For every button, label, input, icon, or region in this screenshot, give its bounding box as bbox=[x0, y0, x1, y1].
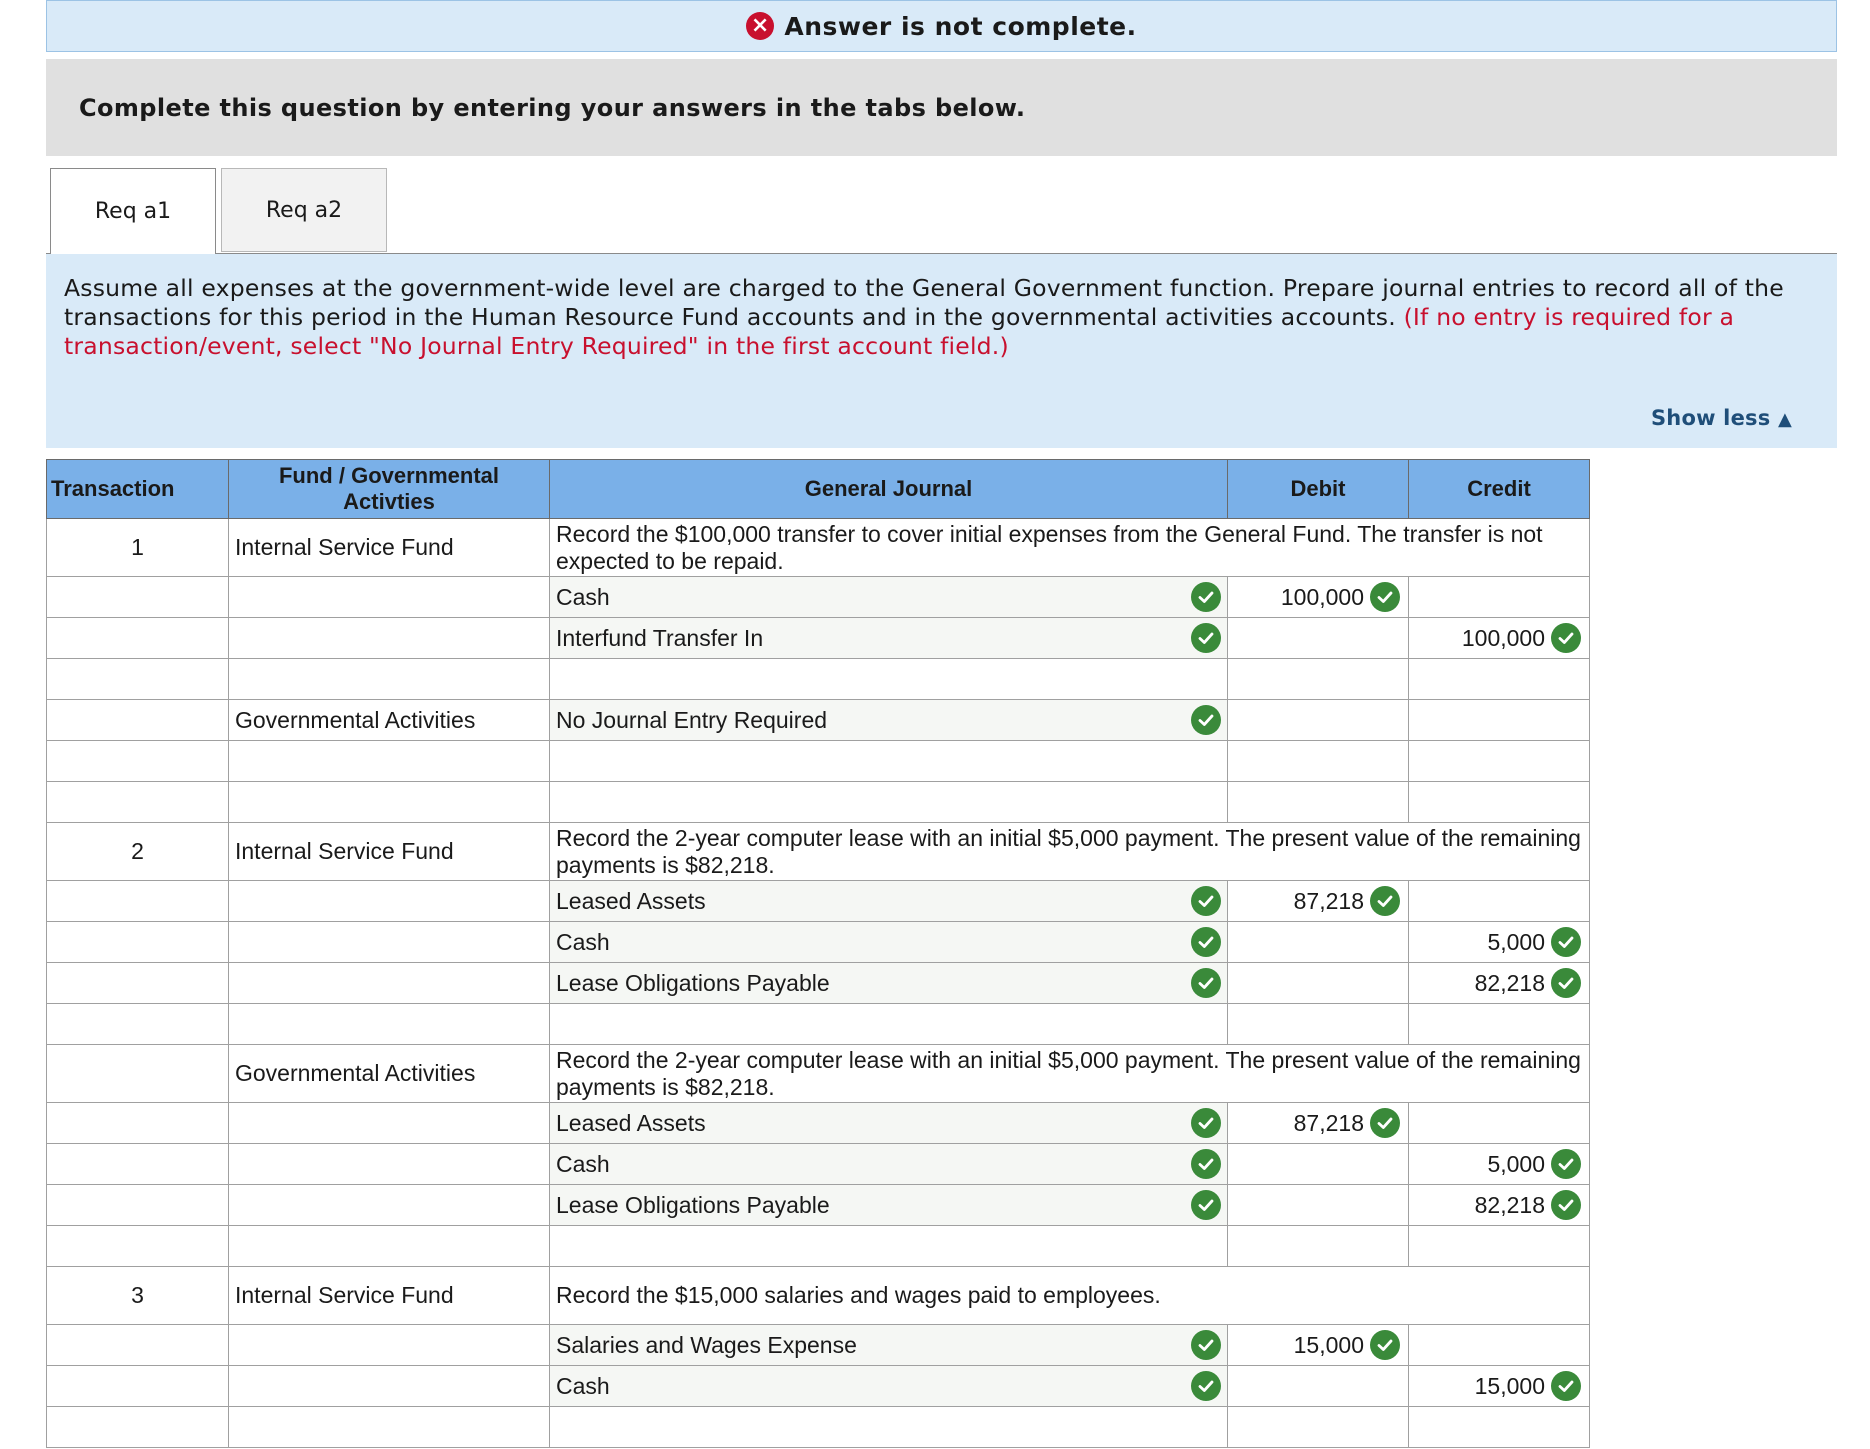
account-select[interactable] bbox=[550, 1004, 1228, 1045]
table-row bbox=[47, 922, 1590, 963]
check-circle-icon bbox=[1551, 968, 1581, 998]
check-circle-icon bbox=[1191, 705, 1221, 735]
debit-input[interactable] bbox=[1228, 577, 1409, 618]
account-select[interactable] bbox=[550, 922, 1228, 963]
debit-input[interactable] bbox=[1228, 881, 1409, 922]
transaction-description: Record the 2-year computer lease with an initial $5,000 payment. The present value of the remaining payments is $82,218. bbox=[550, 1045, 1590, 1103]
credit-input[interactable] bbox=[1409, 659, 1590, 700]
table-row bbox=[47, 618, 1590, 659]
check-circle-icon bbox=[1191, 1108, 1221, 1138]
col-header-debit: Debit bbox=[1228, 460, 1409, 519]
debit-amount: 100,000 bbox=[1280, 583, 1364, 610]
check-circle-icon bbox=[1551, 1371, 1581, 1401]
table-header-row bbox=[47, 460, 1590, 519]
fund-cell bbox=[229, 1103, 550, 1144]
fund-cell: Governmental Activities bbox=[229, 1045, 550, 1103]
check-circle-icon bbox=[1551, 1149, 1581, 1179]
debit-input[interactable] bbox=[1228, 1144, 1409, 1185]
col-header-general-journal: General Journal bbox=[550, 460, 1228, 519]
credit-input[interactable] bbox=[1409, 1226, 1590, 1267]
table-row bbox=[47, 577, 1590, 618]
transaction-cell: 3 bbox=[47, 1267, 229, 1325]
table-row bbox=[47, 1004, 1590, 1045]
credit-input[interactable] bbox=[1409, 741, 1590, 782]
transaction-cell bbox=[47, 1366, 229, 1407]
col-header-credit: Credit bbox=[1409, 460, 1590, 519]
check-circle-icon bbox=[1551, 927, 1581, 957]
debit-input[interactable] bbox=[1228, 659, 1409, 700]
fund-cell bbox=[229, 577, 550, 618]
debit-input[interactable] bbox=[1228, 1185, 1409, 1226]
credit-input[interactable] bbox=[1409, 1144, 1590, 1185]
check-circle-icon bbox=[1191, 1330, 1221, 1360]
credit-amount: 15,000 bbox=[1474, 1372, 1545, 1399]
transaction-cell: 1 bbox=[47, 519, 229, 577]
debit-input[interactable] bbox=[1228, 782, 1409, 823]
debit-input[interactable] bbox=[1228, 618, 1409, 659]
transaction-cell bbox=[47, 659, 229, 700]
account-name: Cash bbox=[556, 583, 610, 610]
transaction-cell bbox=[47, 1103, 229, 1144]
account-select[interactable] bbox=[550, 577, 1228, 618]
account-name: Lease Obligations Payable bbox=[556, 969, 830, 996]
account-name: Cash bbox=[556, 1150, 610, 1177]
transaction-cell bbox=[47, 881, 229, 922]
credit-input[interactable] bbox=[1409, 577, 1590, 618]
fund-cell: Internal Service Fund bbox=[229, 519, 550, 577]
debit-input[interactable] bbox=[1228, 1004, 1409, 1045]
fund-cell bbox=[229, 1226, 550, 1267]
col-header-transaction: Transaction bbox=[47, 460, 229, 519]
x-circle-icon: × bbox=[746, 12, 774, 40]
credit-input[interactable] bbox=[1409, 881, 1590, 922]
check-circle-icon bbox=[1191, 1371, 1221, 1401]
check-circle-icon bbox=[1191, 582, 1221, 612]
transaction-description: Record the 2-year computer lease with an initial $5,000 payment. The present value of the remaining payments is $82,218. bbox=[550, 823, 1590, 881]
debit-amount: 15,000 bbox=[1293, 1331, 1364, 1358]
credit-input[interactable] bbox=[1409, 1103, 1590, 1144]
table-row bbox=[47, 1226, 1590, 1267]
col-header-fund: Fund / Governmental Activties bbox=[229, 460, 550, 519]
instruction-bar bbox=[46, 59, 1837, 156]
table-row bbox=[47, 1144, 1590, 1185]
transaction-cell bbox=[47, 922, 229, 963]
credit-input[interactable] bbox=[1409, 1366, 1590, 1407]
account-select[interactable] bbox=[550, 700, 1228, 741]
requirement-tabs bbox=[46, 168, 1837, 254]
fund-cell bbox=[229, 1325, 550, 1366]
credit-input[interactable] bbox=[1409, 1004, 1590, 1045]
journal-table bbox=[46, 459, 1590, 1448]
transaction-cell bbox=[47, 782, 229, 823]
credit-input[interactable] bbox=[1409, 782, 1590, 823]
account-name: Leased Assets bbox=[556, 887, 706, 914]
fund-cell bbox=[229, 782, 550, 823]
fund-cell bbox=[229, 881, 550, 922]
credit-input[interactable] bbox=[1409, 1325, 1590, 1366]
table-row bbox=[47, 659, 1590, 700]
check-circle-icon bbox=[1551, 623, 1581, 653]
transaction-cell bbox=[47, 1185, 229, 1226]
triangle-up-icon: ▲ bbox=[1777, 409, 1792, 430]
account-name: Lease Obligations Payable bbox=[556, 1191, 830, 1218]
debit-input[interactable] bbox=[1228, 1366, 1409, 1407]
debit-amount: 87,218 bbox=[1293, 887, 1364, 914]
transaction-cell bbox=[47, 618, 229, 659]
account-name: No Journal Entry Required bbox=[556, 706, 828, 733]
instruction-text: Complete this question by entering your answers in the tabs below. bbox=[79, 93, 1026, 122]
table-row bbox=[47, 963, 1590, 1004]
account-select[interactable] bbox=[550, 1407, 1228, 1448]
question-panel bbox=[46, 254, 1837, 448]
table-row bbox=[47, 1185, 1590, 1226]
check-circle-icon bbox=[1191, 1190, 1221, 1220]
table-row bbox=[47, 881, 1590, 922]
debit-input[interactable] bbox=[1228, 1407, 1409, 1448]
table-row bbox=[47, 1267, 1590, 1325]
show-less-label: Show less bbox=[1650, 406, 1771, 430]
account-select[interactable] bbox=[550, 1144, 1228, 1185]
credit-input[interactable] bbox=[1409, 618, 1590, 659]
transaction-cell bbox=[47, 577, 229, 618]
credit-input[interactable] bbox=[1409, 700, 1590, 741]
fund-cell bbox=[229, 963, 550, 1004]
debit-input[interactable] bbox=[1228, 1226, 1409, 1267]
tab-req-a2[interactable]: Req a2 bbox=[221, 168, 387, 252]
account-select[interactable] bbox=[550, 1226, 1228, 1267]
credit-amount: 5,000 bbox=[1487, 928, 1545, 955]
fund-cell: Internal Service Fund bbox=[229, 1267, 550, 1325]
show-less-link[interactable] bbox=[1651, 404, 1792, 434]
account-select[interactable] bbox=[550, 782, 1228, 823]
table-row bbox=[47, 1366, 1590, 1407]
fund-cell bbox=[229, 1004, 550, 1045]
check-circle-icon bbox=[1551, 1190, 1581, 1220]
transaction-cell bbox=[47, 1325, 229, 1366]
account-select[interactable] bbox=[550, 1185, 1228, 1226]
credit-input[interactable] bbox=[1409, 1407, 1590, 1448]
check-circle-icon bbox=[1191, 886, 1221, 916]
transaction-cell bbox=[47, 741, 229, 782]
check-circle-icon bbox=[1191, 927, 1221, 957]
transaction-cell bbox=[47, 1144, 229, 1185]
account-select[interactable] bbox=[550, 659, 1228, 700]
debit-input[interactable] bbox=[1228, 1325, 1409, 1366]
transaction-cell bbox=[47, 1004, 229, 1045]
debit-input[interactable] bbox=[1228, 922, 1409, 963]
credit-amount: 100,000 bbox=[1461, 624, 1545, 651]
transaction-cell bbox=[47, 1045, 229, 1103]
account-select[interactable] bbox=[550, 963, 1228, 1004]
table-row bbox=[47, 1103, 1590, 1144]
table-row bbox=[47, 519, 1590, 577]
account-name: Interfund Transfer In bbox=[556, 624, 764, 651]
table-row bbox=[47, 1407, 1590, 1448]
fund-cell bbox=[229, 922, 550, 963]
transaction-cell bbox=[47, 1407, 229, 1448]
credit-input[interactable] bbox=[1409, 1185, 1590, 1226]
check-circle-icon bbox=[1370, 582, 1400, 612]
transaction-cell bbox=[47, 700, 229, 741]
debit-input[interactable] bbox=[1228, 700, 1409, 741]
fund-cell bbox=[229, 1144, 550, 1185]
fund-cell bbox=[229, 741, 550, 782]
question-text: Assume all expenses at the government-wide level are charged to the General Government function. Prepare journal entries to record all of the transactions for this period in the Human Resource Fund accounts and in the governmental activities accounts. bbox=[64, 274, 1784, 331]
check-circle-icon bbox=[1370, 886, 1400, 916]
question-note: (If no entry is required for a transaction/event, select "No Journal Entry Required" in the first account field.) bbox=[64, 303, 1735, 360]
tab-req-a1[interactable]: Req a1 bbox=[50, 168, 216, 254]
table-row bbox=[47, 741, 1590, 782]
account-name: Leased Assets bbox=[556, 1109, 706, 1136]
debit-input[interactable] bbox=[1228, 1103, 1409, 1144]
debit-amount: 87,218 bbox=[1293, 1109, 1364, 1136]
account-name: Salaries and Wages Expense bbox=[556, 1331, 857, 1358]
account-name: Cash bbox=[556, 928, 610, 955]
debit-input[interactable] bbox=[1228, 741, 1409, 782]
check-circle-icon bbox=[1370, 1330, 1400, 1360]
fund-cell bbox=[229, 618, 550, 659]
check-circle-icon bbox=[1191, 968, 1221, 998]
account-select[interactable] bbox=[550, 618, 1228, 659]
account-select[interactable] bbox=[550, 741, 1228, 782]
account-select[interactable] bbox=[550, 881, 1228, 922]
credit-input[interactable] bbox=[1409, 922, 1590, 963]
transaction-cell bbox=[47, 963, 229, 1004]
credit-amount: 5,000 bbox=[1487, 1150, 1545, 1177]
check-circle-icon bbox=[1191, 623, 1221, 653]
credit-amount: 82,218 bbox=[1474, 969, 1545, 996]
fund-cell: Internal Service Fund bbox=[229, 823, 550, 881]
transaction-description: Record the $15,000 salaries and wages paid to employees. bbox=[550, 1267, 1590, 1325]
transaction-description: Record the $100,000 transfer to cover initial expenses from the General Fund. The transfer is not expected to be repaid. bbox=[550, 519, 1590, 577]
transaction-cell: 2 bbox=[47, 823, 229, 881]
table-row bbox=[47, 782, 1590, 823]
fund-cell bbox=[229, 1366, 550, 1407]
check-circle-icon bbox=[1191, 1149, 1221, 1179]
fund-cell: Governmental Activities bbox=[229, 700, 550, 741]
credit-input[interactable] bbox=[1409, 963, 1590, 1004]
answer-status-text: Answer is not complete. bbox=[784, 11, 1137, 41]
fund-cell bbox=[229, 1185, 550, 1226]
table-row bbox=[47, 823, 1590, 881]
credit-amount: 82,218 bbox=[1474, 1191, 1545, 1218]
transaction-cell bbox=[47, 1226, 229, 1267]
table-row bbox=[47, 1045, 1590, 1103]
debit-input[interactable] bbox=[1228, 963, 1409, 1004]
account-select[interactable] bbox=[550, 1103, 1228, 1144]
check-circle-icon bbox=[1370, 1108, 1400, 1138]
table-row bbox=[47, 1325, 1590, 1366]
account-select[interactable] bbox=[550, 1366, 1228, 1407]
fund-cell bbox=[229, 659, 550, 700]
account-name: Cash bbox=[556, 1372, 610, 1399]
answer-status-banner bbox=[46, 0, 1837, 52]
table-row bbox=[47, 700, 1590, 741]
account-select[interactable] bbox=[550, 1325, 1228, 1366]
fund-cell bbox=[229, 1407, 550, 1448]
